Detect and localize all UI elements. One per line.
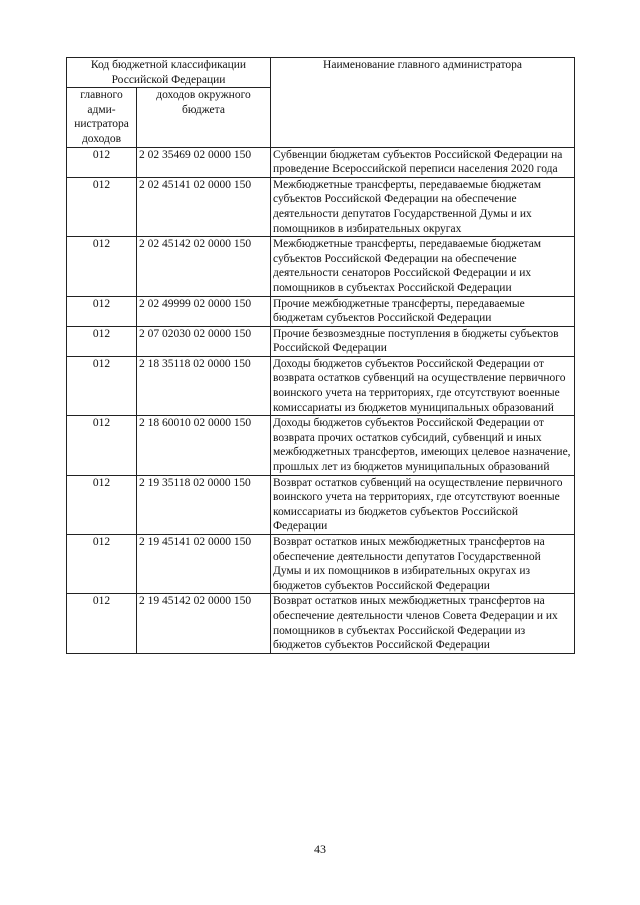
admin-code-cell: 012	[67, 356, 137, 415]
admin-code-cell: 012	[67, 237, 137, 296]
admin-code-cell: 012	[67, 177, 137, 236]
admin-code-cell: 012	[67, 147, 137, 177]
revenue-code-cell: 2 19 45141 02 0000 150	[137, 535, 271, 594]
administrator-name-cell: Прочие межбюджетные трансферты, передаваемые бюджетам субъектов Российской Федерации	[271, 296, 575, 326]
header-district-budget-revenues: доходов окружного бюджета	[137, 88, 271, 147]
administrator-name-cell: Субвенции бюджетам субъектов Российской Федерации на проведение Всероссийской переписи населения 2020 года	[271, 147, 575, 177]
revenue-code-cell: 2 02 49999 02 0000 150	[137, 296, 271, 326]
revenue-code-cell: 2 02 45142 02 0000 150	[137, 237, 271, 296]
table-body	[67, 147, 575, 653]
table-row	[67, 296, 575, 326]
header-administrator-name: Наименование главного администратора	[271, 58, 575, 148]
revenue-code-cell: 2 18 60010 02 0000 150	[137, 416, 271, 475]
revenue-code-cell: 2 02 35469 02 0000 150	[137, 147, 271, 177]
header-budget-classification-code: Код бюджетной классификации Российской Федерации	[67, 58, 271, 88]
administrator-name-cell: Возврат остатков иных межбюджетных трансфертов на обеспечение деятельности депутатов Государственной Думы и их помощников в избирательных округах из бюджетов субъектов Российской Федерации	[271, 535, 575, 594]
admin-code-cell: 012	[67, 594, 137, 653]
revenue-code-cell: 2 18 35118 02 0000 150	[137, 356, 271, 415]
admin-code-cell: 012	[67, 416, 137, 475]
admin-code-cell: 012	[67, 475, 137, 534]
admin-code-cell: 012	[67, 326, 137, 356]
header-chief-administrator: главного адми-нистратора доходов	[67, 88, 137, 147]
administrator-name-cell: Возврат остатков субвенций на осуществление первичного воинского учета на территориях, где отсутствуют военные комиссариаты из бюджетов субъектов Российской Федерации	[271, 475, 575, 534]
table-row	[67, 237, 575, 296]
revenue-code-cell: 2 19 35118 02 0000 150	[137, 475, 271, 534]
table-row	[67, 475, 575, 534]
administrator-name-cell: Возврат остатков иных межбюджетных трансфертов на обеспечение деятельности членов Совета Федерации и их помощников в субъектах Российской Федерации из бюджетов субъектов Российской Федерации	[271, 594, 575, 653]
table-row	[67, 416, 575, 475]
revenue-code-cell: 2 19 45142 02 0000 150	[137, 594, 271, 653]
administrator-name-cell: Межбюджетные трансферты, передаваемые бюджетам субъектов Российской Федерации на обеспечение деятельности депутатов Государственной Думы и их помощников в избирательных округах	[271, 177, 575, 236]
table-row	[67, 147, 575, 177]
table-row	[67, 535, 575, 594]
table-row	[67, 356, 575, 415]
table-header	[67, 58, 575, 148]
admin-code-cell: 012	[67, 535, 137, 594]
administrator-name-cell: Межбюджетные трансферты, передаваемые бюджетам субъектов Российской Федерации на обеспечение деятельности сенаторов Российской Федерации и их помощников в субъектах Российской Федерации	[271, 237, 575, 296]
administrator-name-cell: Доходы бюджетов субъектов Российской Федерации от возврата остатков субвенций на осуществление первичного воинского учета на территориях, где отсутствуют военные комиссариаты из бюджетов муниципальных образований	[271, 356, 575, 415]
revenue-code-cell: 2 07 02030 02 0000 150	[137, 326, 271, 356]
table-row	[67, 177, 575, 236]
admin-code-cell: 012	[67, 296, 137, 326]
page-number: 43	[314, 842, 326, 856]
budget-classification-table	[66, 57, 575, 654]
table-row	[67, 326, 575, 356]
administrator-name-cell: Доходы бюджетов субъектов Российской Федерации от возврата прочих остатков субсидий, субвенций и иных межбюджетных трансфертов, имеющих целевое назначение, прошлых лет из бюджетов муниципальных образований	[271, 416, 575, 475]
table-row	[67, 594, 575, 653]
revenue-code-cell: 2 02 45141 02 0000 150	[137, 177, 271, 236]
administrator-name-cell: Прочие безвозмездные поступления в бюджеты субъектов Российской Федерации	[271, 326, 575, 356]
